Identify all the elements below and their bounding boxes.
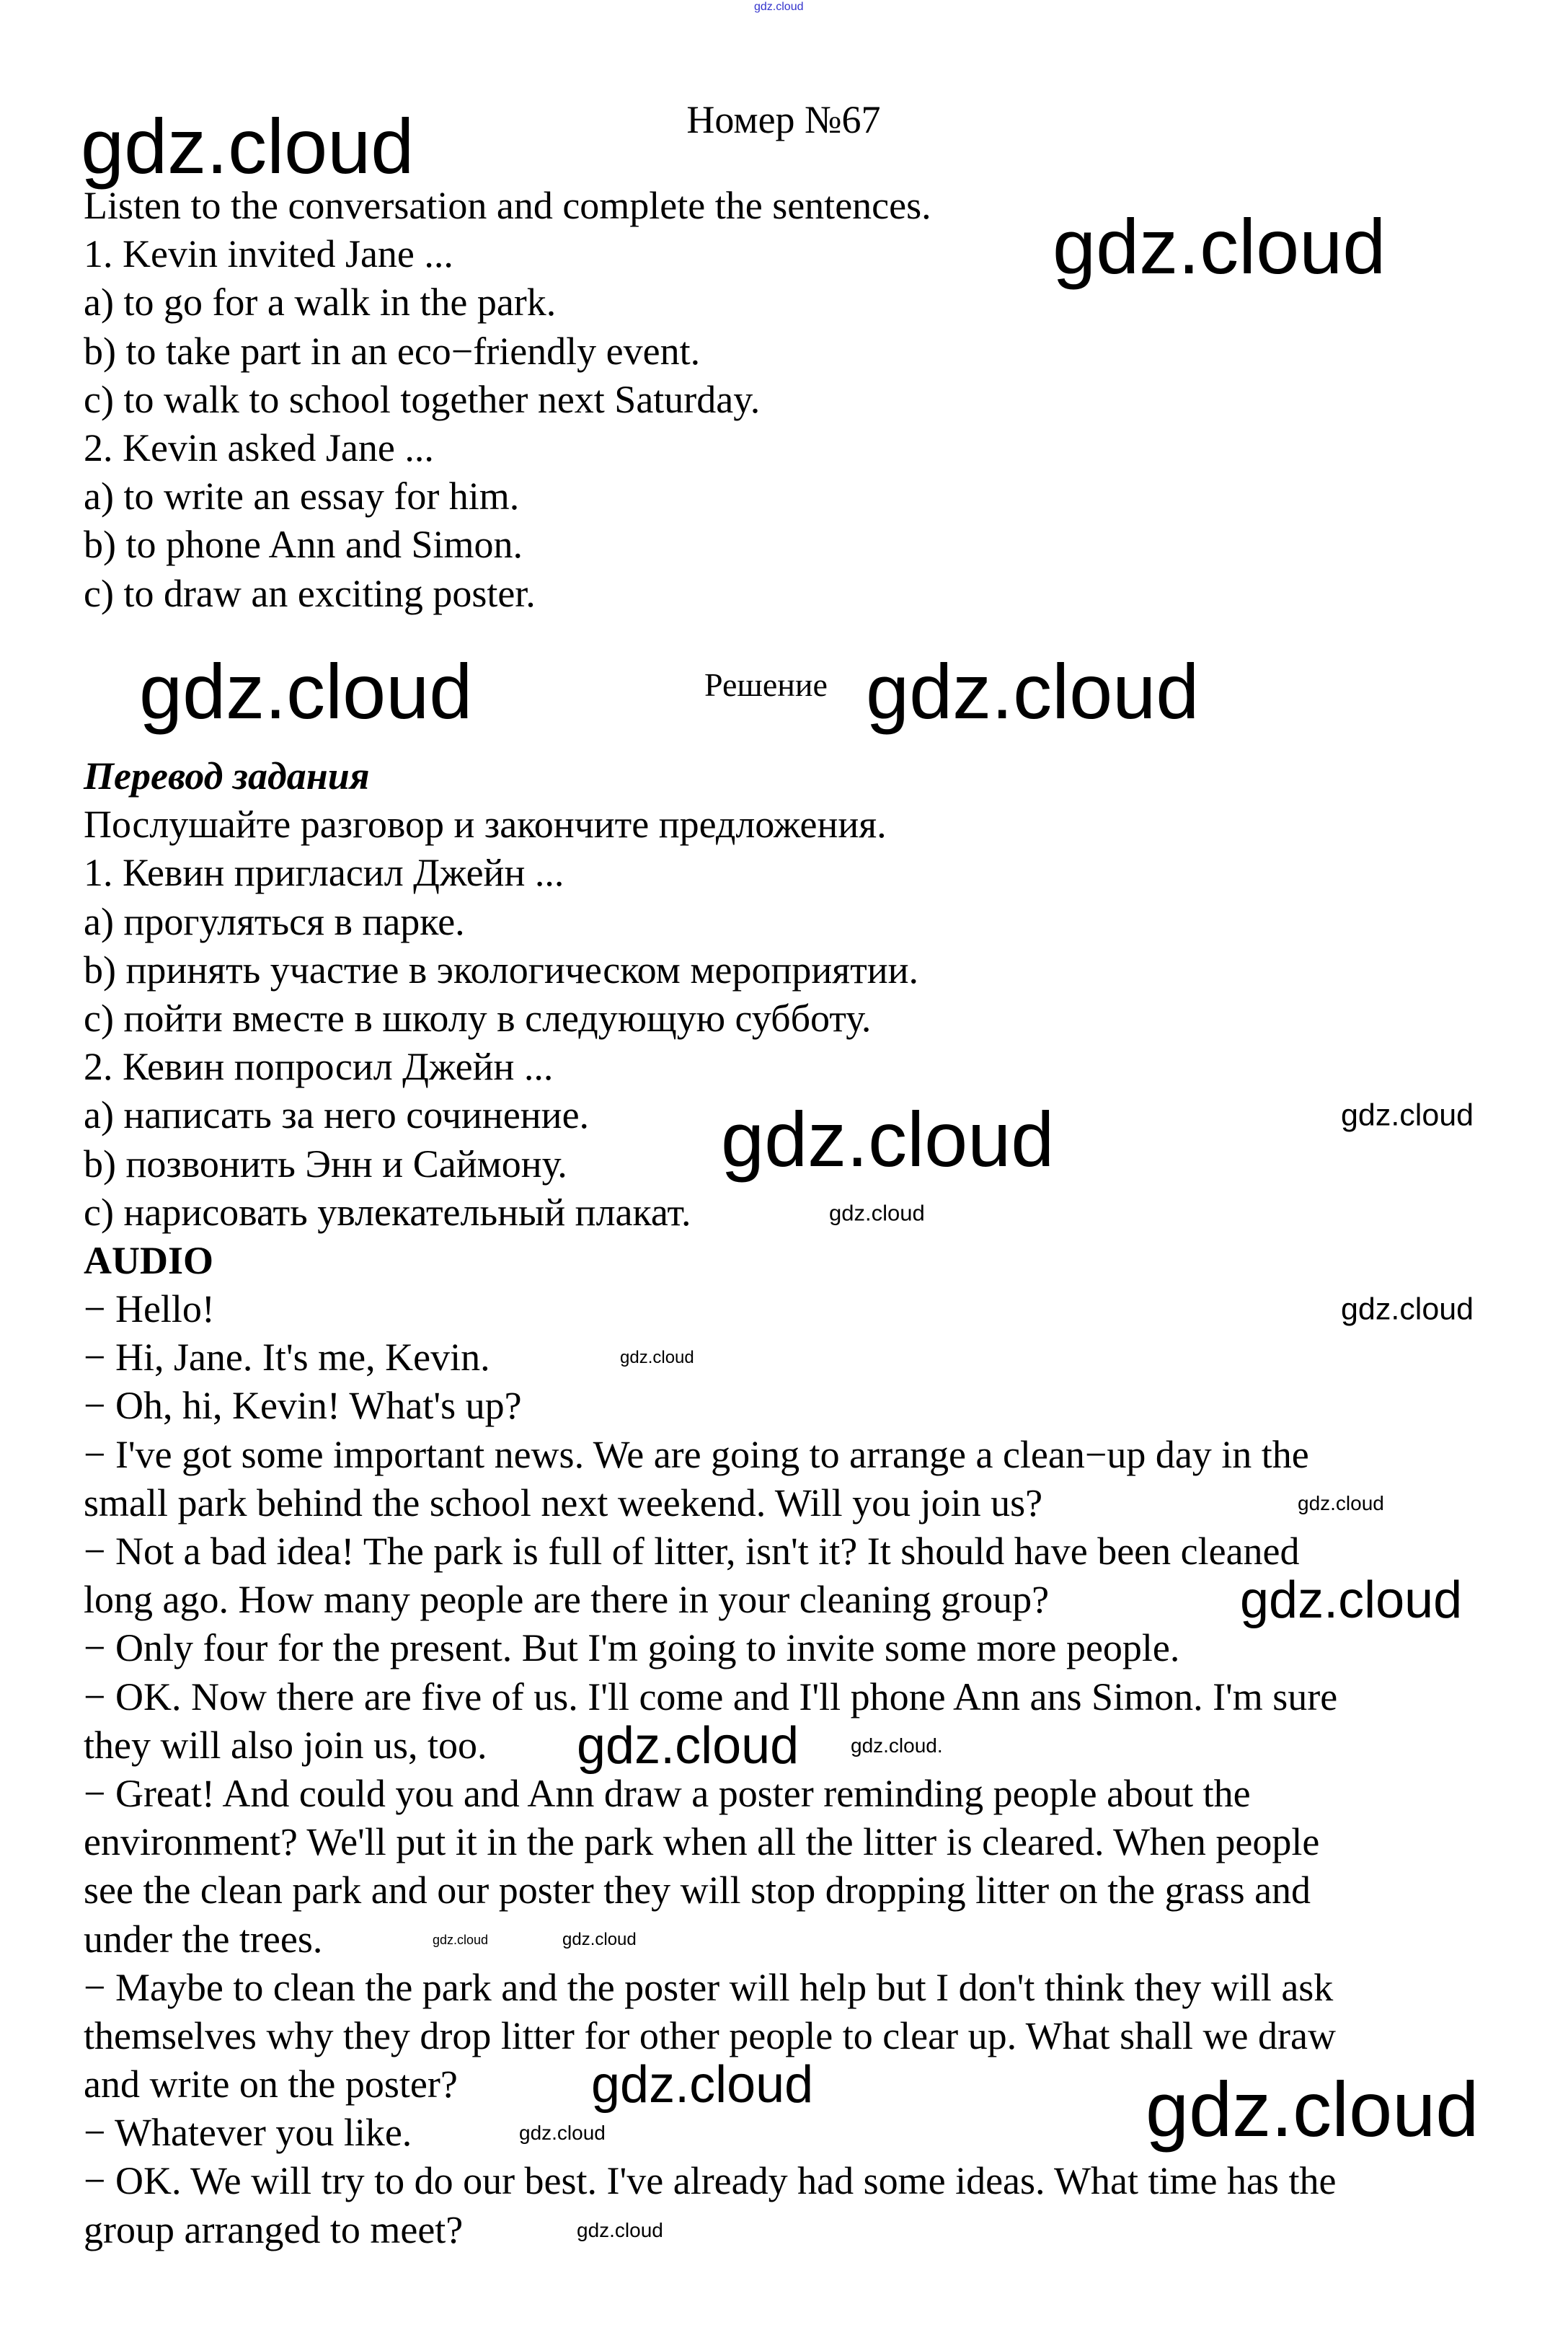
task-line: b) to take part in an eco−friendly event. <box>84 329 701 373</box>
audio-line: see the clean park and our poster they will stop dropping litter on the grass and <box>84 1868 1311 1912</box>
watermark: gdz.cloud <box>721 1095 1055 1183</box>
watermark: gdz.cloud <box>620 1348 694 1367</box>
watermark: gdz.cloud <box>81 102 415 190</box>
audio-line: under the trees. <box>84 1917 323 1961</box>
translation-line: 2. Кевин попросил Джейн ... <box>84 1045 554 1089</box>
audio-line: − Hi, Jane. It's me, Kevin. <box>84 1336 490 1380</box>
task-line: a) to go for a walk in the park. <box>84 281 557 325</box>
translation-line: b) позвонить Энн и Саймону. <box>84 1142 567 1186</box>
audio-line: − OK. Now there are five of us. I'll come and I'll phone Ann ans Simon. I'm sure <box>84 1674 1338 1718</box>
exercise-title: Номер №67 <box>686 98 881 141</box>
task-line: c) to draw an exciting poster. <box>84 571 536 615</box>
audio-line: − Not a bad idea! The park is full of litter, isn't it? It should have been cleaned <box>84 1530 1300 1573</box>
audio-line: and write on the poster? <box>84 2062 458 2106</box>
audio-line: long ago. How many people are there in your cleaning group? <box>84 1578 1050 1622</box>
translation-line: b) принять участие в экологическом мероприятии. <box>84 948 918 992</box>
watermark: gdz.cloud <box>866 648 1200 735</box>
audio-line: − Hello! <box>84 1287 215 1331</box>
audio-line: small park behind the school next weekend. Will you join us? <box>84 1481 1043 1525</box>
translation-line: 1. Кевин пригласил Джейн ... <box>84 851 564 895</box>
watermark: gdz.cloud. <box>851 1734 943 1757</box>
audio-line: themselves why they drop litter for other people to clear up. What shall we draw <box>84 2013 1336 2057</box>
watermark: gdz.cloud <box>577 1717 799 1775</box>
watermark: gdz.cloud <box>829 1200 925 1226</box>
task-line: 2. Kevin asked Jane ... <box>84 425 434 469</box>
audio-line: − Great! And could you and Ann draw a poster reminding people about the <box>84 1771 1251 1815</box>
translation-line: c) пойти вместе в школу в следующую субботу. <box>84 996 872 1040</box>
audio-line: they will also join us, too. <box>84 1723 487 1767</box>
translation-heading: Перевод задания <box>84 754 370 798</box>
translation-line: a) написать за него сочинение. <box>84 1093 590 1137</box>
audio-heading: AUDIO <box>84 1238 214 1282</box>
audio-line: − OK. We will try to do our best. I've already had some ideas. What time has the <box>84 2159 1337 2203</box>
watermark: gdz.cloud <box>1341 1098 1474 1133</box>
task-line: a) to write an essay for him. <box>84 475 520 519</box>
translation-block <box>84 752 1337 2254</box>
watermark: gdz.cloud <box>577 2219 663 2241</box>
audio-line: − Oh, hi, Kevin! What's up? <box>84 1384 522 1428</box>
watermark: gdz.cloud <box>139 648 473 735</box>
task-line: b) to phone Ann and Simon. <box>84 523 523 567</box>
watermark: gdz.cloud <box>519 2122 606 2144</box>
task-line: Listen to the conversation and complete the sentences. <box>84 184 931 227</box>
translation-line: Послушайте разговор и закончите предложения. <box>84 803 887 847</box>
watermark: gdz.cloud <box>1341 1292 1474 1327</box>
watermark: gdz.cloud <box>433 1933 489 1947</box>
translation-line: a) прогуляться в парке. <box>84 899 465 943</box>
task-line: 1. Kevin invited Jane ... <box>84 232 453 276</box>
watermark: gdz.cloud <box>1298 1492 1384 1514</box>
audio-line: − Whatever you like. <box>84 2111 412 2155</box>
watermark: gdz.cloud <box>1053 203 1386 290</box>
audio-line: environment? We'll put it in the park when all the litter is cleared. When people <box>84 1820 1320 1864</box>
audio-line: group arranged to meet? <box>84 2207 464 2251</box>
solution-label: Решение <box>704 666 828 703</box>
watermark: gdz.cloud <box>562 1930 637 1949</box>
task-line: c) to walk to school together next Saturday. <box>84 377 761 421</box>
audio-line: − Only four for the present. But I'm going to invite some more people. <box>84 1626 1180 1670</box>
watermark: gdz.cloud <box>591 2056 814 2114</box>
watermark: gdz.cloud <box>754 1 804 13</box>
watermark: gdz.cloud <box>1240 1571 1463 1629</box>
translation-line: c) нарисовать увлекательный плакат. <box>84 1190 691 1234</box>
audio-line: − I've got some important news. We are going to arrange a clean−up day in the <box>84 1432 1309 1476</box>
task-block <box>84 182 931 618</box>
audio-line: − Maybe to clean the park and the poster will help but I don't think they will ask <box>84 1965 1334 2009</box>
watermark: gdz.cloud <box>1146 2065 1479 2153</box>
